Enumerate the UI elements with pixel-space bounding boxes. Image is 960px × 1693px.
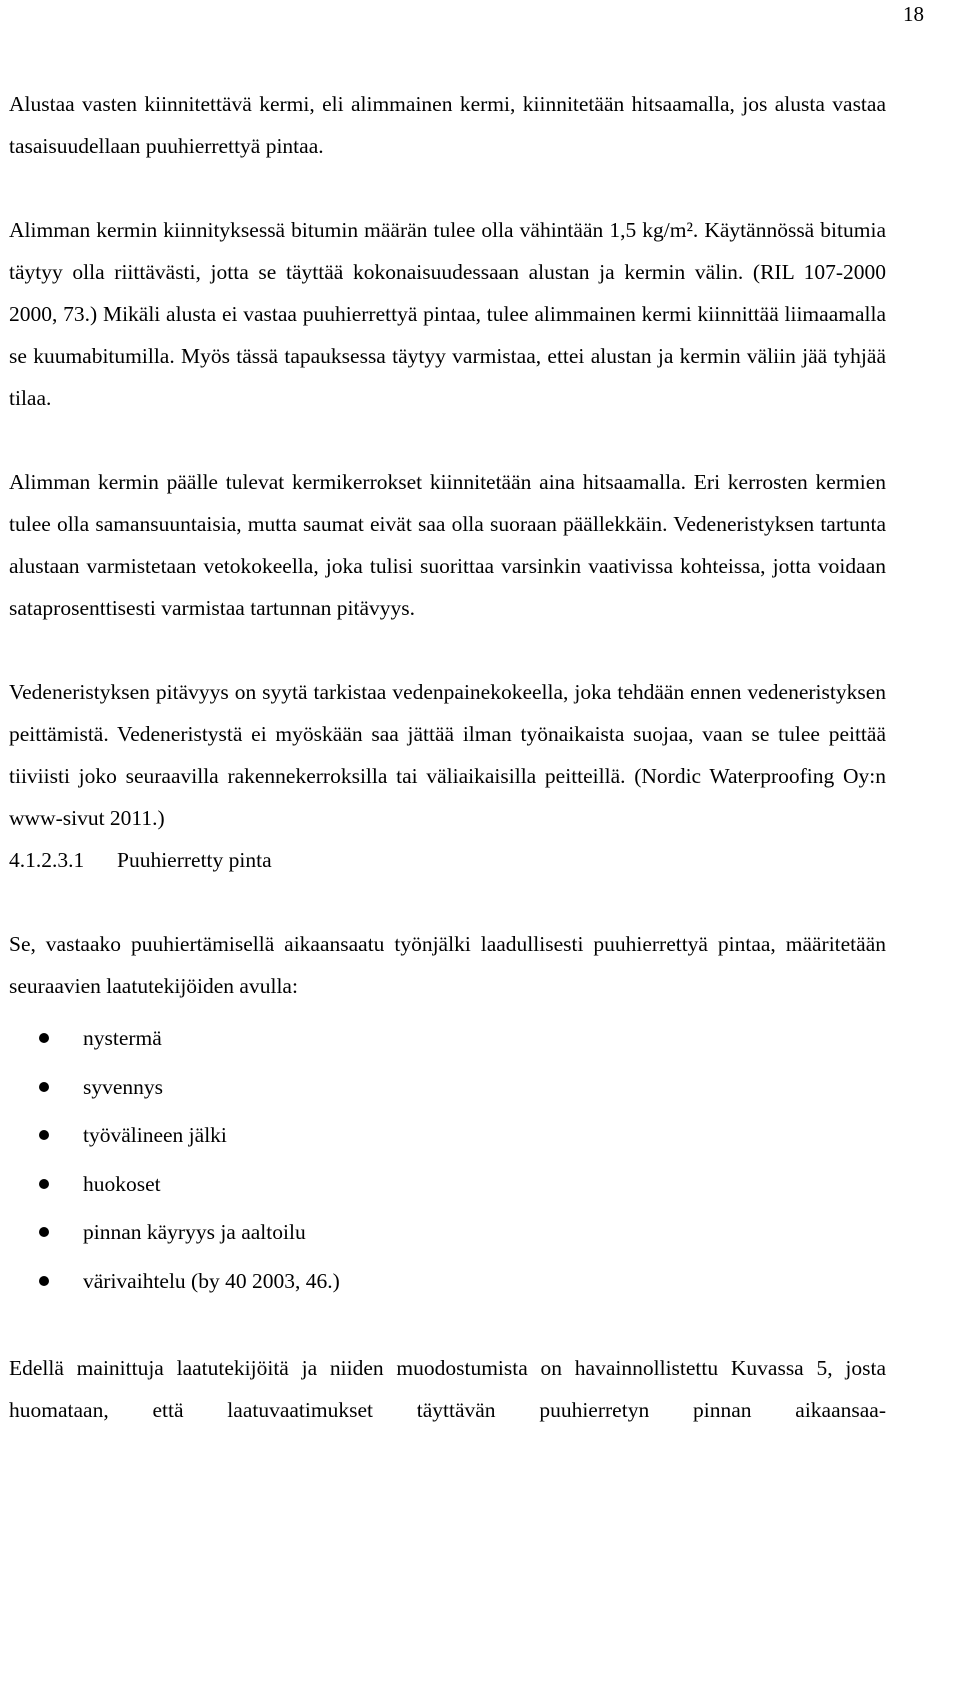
list-item-label: huokoset <box>83 1171 161 1196</box>
list-item-label: työvälineen jälki <box>83 1123 227 1147</box>
list-item <box>9 1160 886 1209</box>
section-title: Puuhierretty pinta <box>117 848 272 872</box>
paragraph-1: Alustaa vasten kiinnitettävä kermi, eli alimmainen kermi, kiinnitetään hitsaamalla, jos alusta vastaa tasaisuudellaan puuhierrettyä pintaa. <box>9 92 886 158</box>
bullet-icon <box>39 1276 49 1286</box>
quality-factor-list <box>9 1014 886 1305</box>
section-number: 4.1.2.3.1 <box>9 848 85 872</box>
paragraph-5: Se, vastaako puuhiertämisellä aikaansaatu työnjälki laadullisesti puuhierrettyä pintaa, määritetään seuraavien laatutekijöiden avulla: <box>9 932 886 998</box>
page-number: 18 <box>903 2 924 26</box>
list-item <box>9 1257 886 1306</box>
list-item-label: syvennys <box>83 1074 164 1099</box>
bullet-icon <box>39 1082 49 1092</box>
list-item <box>9 1063 886 1112</box>
bullet-icon <box>39 1033 49 1043</box>
bullet-icon <box>39 1227 49 1237</box>
paragraph-6: Edellä mainittuja laatutekijöitä ja niiden muodostumista on havainnollistettu Kuvassa 5, josta huomataan, että laatuvaatimukset täyttävän puuhierretyn pinnan aikaansaa- <box>9 1356 886 1422</box>
list-item <box>9 1111 886 1160</box>
list-item-label: nystermä <box>83 1026 162 1050</box>
paragraph-2: Alimman kermin kiinnityksessä bitumin määrän tulee olla vähintään 1,5 kg/m². Käytännössä bitumia täytyy olla riittävästi, jotta se täyttää kokonaisuudessaan alustan ja kermin välin. (RIL 107-2000 2000, 73.) Mikäli alusta ei vastaa puuhierrettyä pintaa, tulee alimmainen kermi kiinnittää liimaamalla se kuumabitumilla. Myös tässä tapauksessa täytyy varmistaa, ettei alustan ja kermin väliin jää tyhjää tilaa. <box>9 218 886 410</box>
paragraph-4: Vedeneristyksen pitävyys on syytä tarkistaa vedenpainekokeella, joka tehdään ennen vedeneristyksen peittämistä. Vedeneristystä ei myöskään saa jättää ilman työnaikaista suojaa, vaan se tulee peittää tiiviisti joko seuraavilla rakennekerroksilla tai väliaikaisilla peitteillä. (Nordic Waterproofing Oy:n www-sivut 2011.) <box>9 680 886 830</box>
section-heading <box>9 839 886 881</box>
bullet-icon <box>39 1130 49 1140</box>
list-item <box>9 1208 886 1257</box>
list-item-label: pinnan käyryys ja aaltoilu <box>83 1220 306 1244</box>
paragraph-3: Alimman kermin päälle tulevat kermikerrokset kiinnitetään aina hitsaamalla. Eri kerrosten kermien tulee olla samansuuntaisia, mutta saumat eivät saa olla suoraan päällekkäin. Vedeneristyksen tartunta alustaan varmistetaan vetokokeella, joka tulisi suorittaa varsinkin vaativissa kohteissa, jotta voidaan sataprosenttisesti varmistaa tartunnan pitävyys. <box>9 470 886 620</box>
bullet-icon <box>39 1179 49 1189</box>
document-body <box>9 83 886 1431</box>
list-item-label: värivaihtelu (by 40 2003, 46.) <box>83 1268 340 1293</box>
list-item <box>9 1014 886 1063</box>
